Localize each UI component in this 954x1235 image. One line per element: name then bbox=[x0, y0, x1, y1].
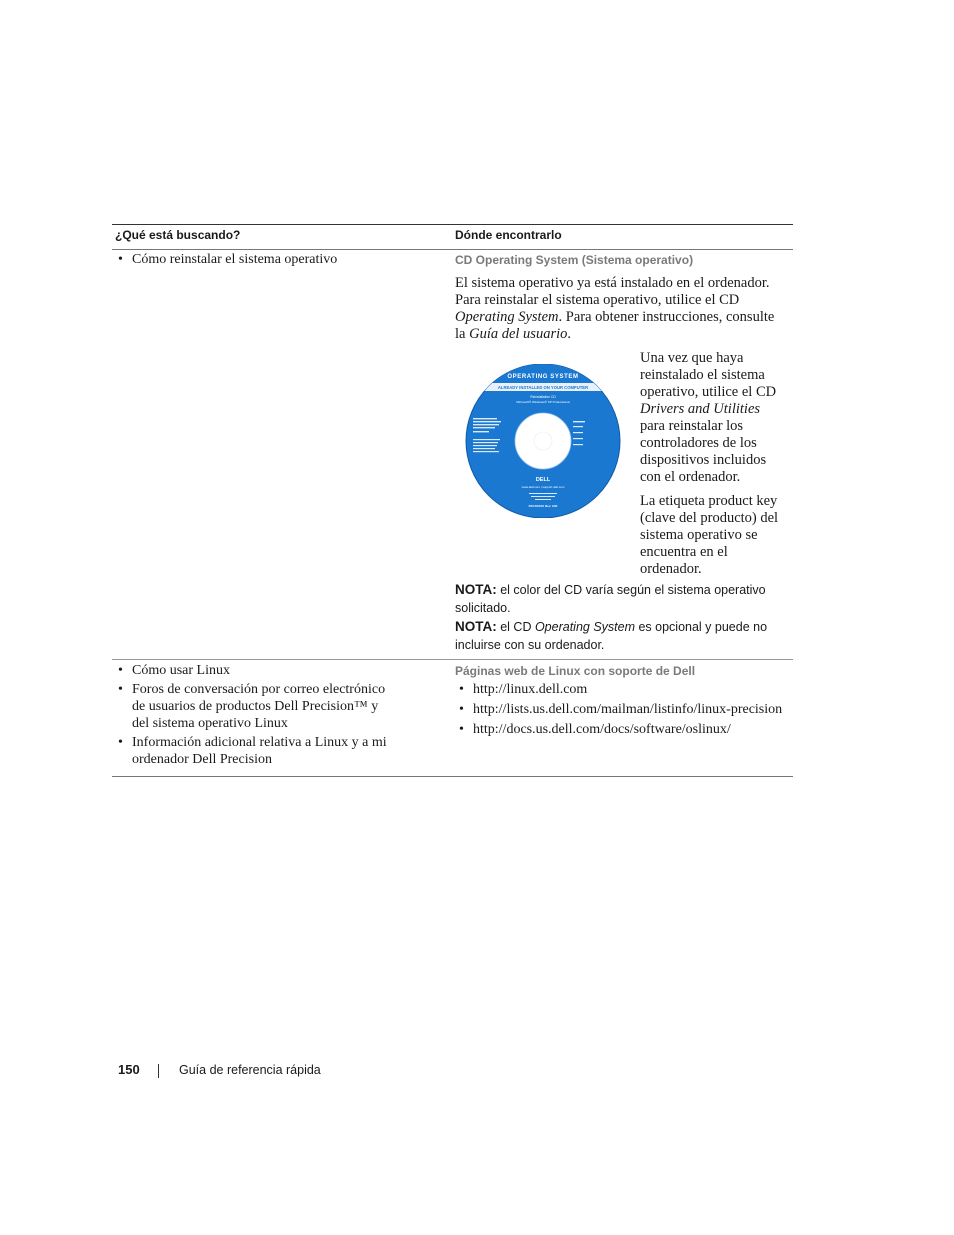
row2-items bbox=[118, 662, 393, 770]
drivers-utilities-paragraph: Una vez que haya reinstalado el sistema operativo, utilice el CD Drivers and Utilities para reinstalar los controladores de los dispositivos incluidos con el ordenador. bbox=[640, 350, 777, 485]
footer-title: Guía de referencia rápida bbox=[179, 1063, 321, 1077]
linux-section-heading: Páginas web de Linux con soporte de Dell bbox=[455, 664, 696, 678]
cd-intro-paragraph: El sistema operativo ya está instalado en el ordenador. Para reinstalar el sistema operativo, utilice el CD Operating System. Para obtener instrucciones, consulte la Guía del usuario. bbox=[455, 275, 775, 342]
cd-subtitle-text: ALREADY INSTALLED ON YOUR COMPUTER bbox=[497, 385, 589, 390]
row1-items bbox=[118, 251, 337, 270]
link-linux-precision-list[interactable]: • http://lists.us.dell.com/mailman/listinfo/linux-precision bbox=[459, 701, 782, 718]
table-bottom-rule bbox=[112, 776, 793, 777]
list-item: • Información adicional relativa a Linux y a mi ordenador Dell Precision bbox=[118, 734, 393, 768]
link-linux-dell[interactable]: • http://linux.dell.com bbox=[459, 681, 782, 698]
table-row-divider bbox=[112, 659, 793, 660]
table-header-rule bbox=[112, 249, 793, 250]
dell-logo: DELL bbox=[535, 477, 551, 483]
product-key-paragraph: La etiqueta product key (clave del producto) del sistema operativo se encuentra en el ordenador. bbox=[640, 493, 779, 577]
note-label: NOTA: bbox=[455, 619, 497, 634]
cd-url-text: www.dell.com | support.dell.com bbox=[521, 485, 565, 489]
column-header-what: ¿Qué está buscando? bbox=[115, 228, 241, 242]
linux-links bbox=[459, 681, 782, 741]
note-label: NOTA: bbox=[455, 582, 497, 597]
cd-product-text: Reinstallation CD bbox=[530, 395, 556, 399]
note-cd-color: NOTA: el color del CD varía según el sistema operativo solicitado. bbox=[455, 582, 766, 615]
note-cd-optional: NOTA: el CD Operating System es opcional y puede no incluirse con su ordenador. bbox=[455, 619, 768, 652]
column-header-where: Dónde encontrarlo bbox=[455, 228, 562, 242]
link-oslinux-docs[interactable]: • http://docs.us.dell.com/docs/software/oslinux/ bbox=[459, 721, 782, 738]
footer-divider bbox=[158, 1064, 159, 1078]
list-item: • Cómo reinstalar el sistema operativo bbox=[118, 251, 337, 268]
list-item: • Foros de conversación por correo electrónico de usuarios de productos Dell Precision™ y del sistema operativo Linux bbox=[118, 681, 393, 732]
cd-part-number: P/N 0XXXX Rev. A00 bbox=[528, 504, 558, 508]
cd-title-text: OPERATING SYSTEM bbox=[507, 374, 579, 380]
table-top-rule bbox=[112, 224, 793, 225]
cd-section-heading: CD Operating System (Sistema operativo) bbox=[455, 253, 694, 267]
operating-system-cd-image bbox=[463, 364, 623, 518]
cd-os-text: Microsoft® Windows® XP Professional bbox=[516, 400, 570, 404]
list-item: • Cómo usar Linux bbox=[118, 662, 393, 679]
page-number: 150 bbox=[118, 1062, 140, 1077]
